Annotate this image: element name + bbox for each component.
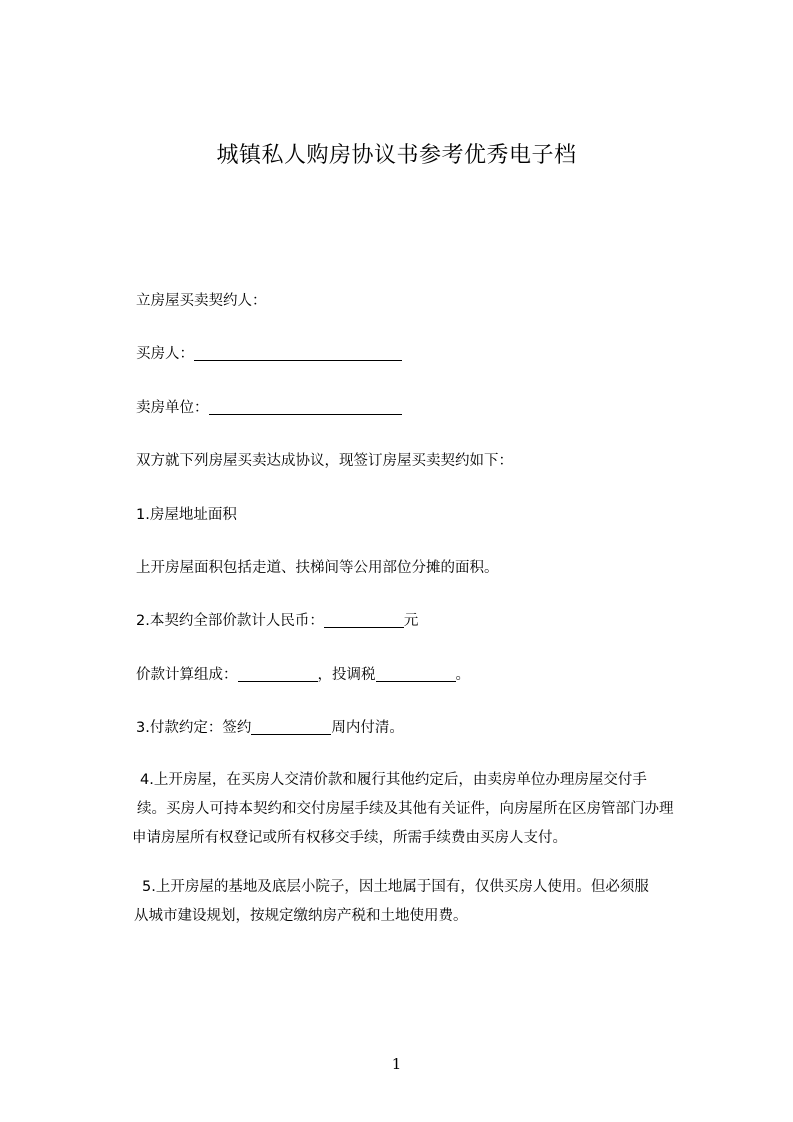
item1-heading: 1.房屋地址面积 (136, 507, 237, 523)
price-composition-label: 价款计算组成： (136, 667, 238, 683)
agreement-line: 双方就下列房屋买卖达成协议，现签订房屋买卖契约如下： (136, 453, 513, 469)
item2-label: 2.本契约全部价款计人民币： (136, 613, 324, 629)
page-number: 1 (391, 1055, 402, 1073)
item5-line-1: 5.上开房屋的基地及底层小院子，因土地属于国有，仅供买房人使用。但必须服 (142, 879, 649, 895)
item3-line (136, 718, 404, 738)
item5-paragraph (134, 873, 704, 931)
document-title: 城镇私人购房协议书参考优秀电子档 (216, 143, 577, 168)
item4-line-1: 4.上开房屋，在买房人交清价款和履行其他约定后，由卖房单位办理房屋交付手 (140, 772, 647, 788)
item1-text: 上开房屋面积包括走道、扶梯间等公用部位分摊的面积。 (136, 560, 499, 576)
price-total-blank (324, 612, 404, 628)
seller-blank (209, 399, 402, 415)
weeks-blank (251, 719, 331, 735)
price-tax-blank (376, 666, 456, 682)
intro-line: 立房屋买卖契约人： (136, 293, 267, 309)
buyer-line (136, 344, 402, 364)
price-composition-line (136, 665, 470, 685)
seller-label: 卖房单位： (136, 400, 209, 416)
item3-end: 周内付清。 (331, 720, 404, 736)
buyer-blank (194, 345, 402, 361)
price-tax-label: ，投调税 (317, 667, 376, 683)
seller-line (136, 398, 402, 418)
item3-label: 3.付款约定：签约 (136, 720, 252, 736)
item2-unit: 元 (403, 613, 419, 629)
item2-line (136, 611, 418, 631)
item5-line-2: 从城市建设规划，按规定缴纳房产税和土地使用费。 (134, 908, 468, 924)
item4-line-3: 申请房屋所有权登记或所有权移交手续，所需手续费由买房人支付。 (132, 830, 567, 846)
item4-line-2: 续。买房人可持本契约和交付房屋手续及其他有关证件，向房屋所在区房管部门办理 (137, 801, 674, 817)
buyer-label: 买房人： (136, 346, 194, 362)
price-composition-blank (238, 666, 318, 682)
price-end: 。 (455, 667, 470, 683)
item4-paragraph (132, 766, 702, 853)
